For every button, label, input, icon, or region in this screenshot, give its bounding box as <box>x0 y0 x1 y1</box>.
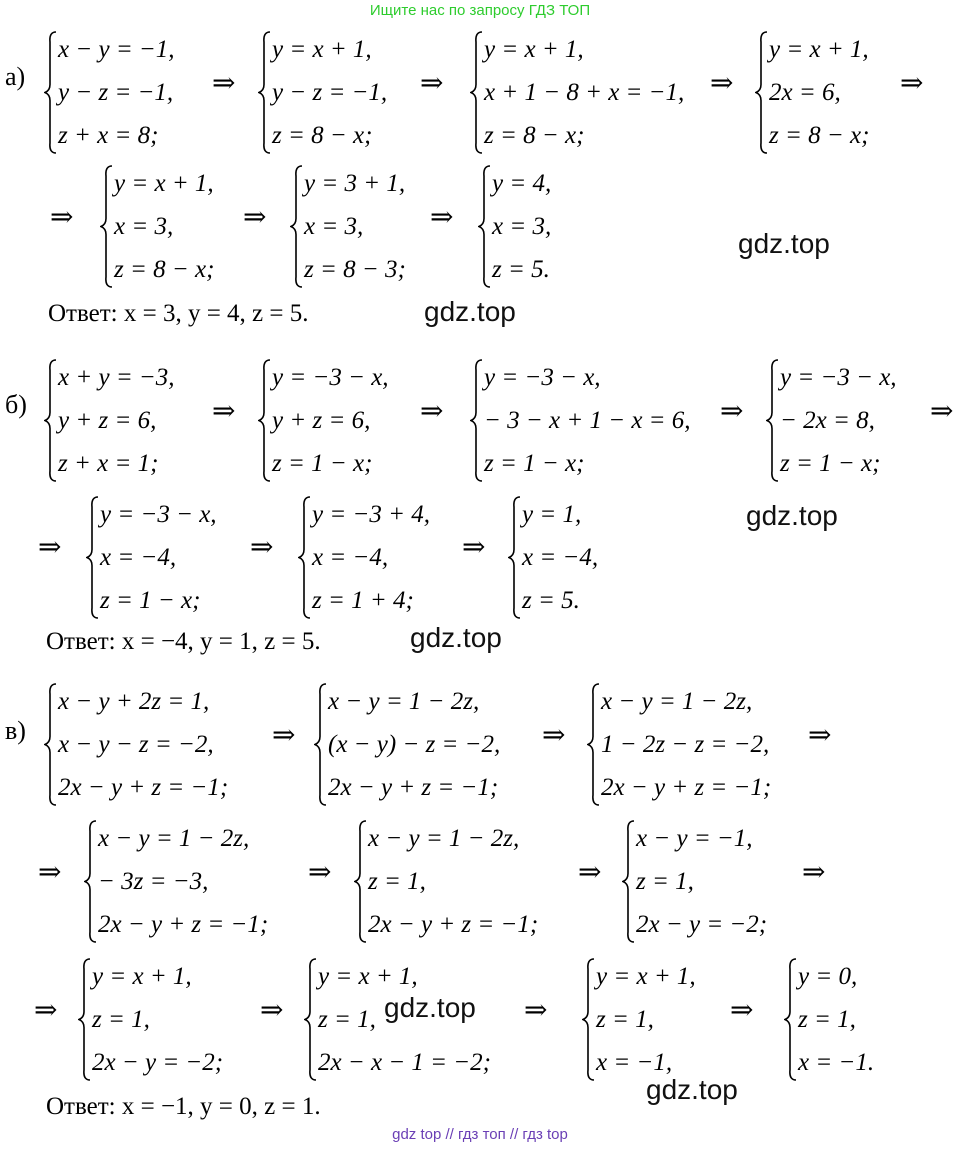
system-lines <box>484 28 684 157</box>
system-lines <box>58 28 175 157</box>
equation-line: x − y = 1 − 2z, <box>601 688 753 715</box>
equation-line: x − y = 1 − 2z, <box>98 825 250 852</box>
system-lines <box>328 680 500 809</box>
system-lines <box>596 955 696 1084</box>
implies-arrow: ⇒ <box>34 995 58 1026</box>
system-lines <box>312 493 430 622</box>
equation-line: 2x − y = −2; <box>92 1049 224 1076</box>
answer-line: Ответ: x = 3, y = 4, z = 5. <box>48 300 309 327</box>
equation-line: z = 1 − x; <box>780 450 881 477</box>
left-brace <box>314 680 328 809</box>
watermark: gdz.top <box>384 992 476 1023</box>
top-banner: Ищите нас по запросу ГДЗ ТОП <box>369 2 591 19</box>
equation-line: z = 1, <box>596 1006 654 1033</box>
left-brace <box>44 28 58 157</box>
equation-line: x = 3, <box>304 213 364 240</box>
left-brace <box>354 817 368 946</box>
system-lines <box>798 955 874 1084</box>
equation-line: 2x − y + z = −1; <box>368 911 539 938</box>
left-brace <box>508 493 522 622</box>
equation-line: y = −3 + 4, <box>312 501 430 528</box>
equation-line: 2x − y + z = −1; <box>601 774 772 801</box>
left-brace <box>258 28 272 157</box>
implies-arrow: ⇒ <box>710 68 734 99</box>
system-lines <box>98 817 268 946</box>
equation-line: y = x + 1, <box>272 36 372 63</box>
system-lines <box>114 162 214 291</box>
left-brace <box>755 28 769 157</box>
watermark: gdz.top <box>738 228 830 259</box>
implies-arrow: ⇒ <box>900 68 924 99</box>
system-lines <box>368 817 538 946</box>
system-lines <box>780 356 897 485</box>
equation-line: 2x − y + z = −1; <box>58 774 229 801</box>
implies-arrow: ⇒ <box>430 202 454 233</box>
equation-line: (x − y) − z = −2, <box>328 731 501 758</box>
equation-line: x = −1. <box>798 1049 875 1076</box>
implies-arrow: ⇒ <box>462 532 486 563</box>
equation-line: z = 8 − 3; <box>304 256 406 283</box>
implies-arrow: ⇒ <box>212 68 236 99</box>
equation-line: y = 3 + 1, <box>304 170 406 197</box>
implies-arrow: ⇒ <box>38 532 62 563</box>
equation-line: y = 0, <box>798 963 858 990</box>
equation-line: x − y = −1, <box>58 36 175 63</box>
equation-line: z = 5. <box>492 256 550 283</box>
equation-line: z = 1 + 4; <box>312 587 414 614</box>
left-brace <box>478 162 492 291</box>
left-brace <box>78 955 92 1084</box>
equation-line: y = x + 1, <box>484 36 584 63</box>
equation-line: x + y = −3, <box>58 364 175 391</box>
equation-line: x = 3, <box>492 213 552 240</box>
answer-line: Ответ: x = −1, y = 0, z = 1. <box>46 1093 321 1120</box>
left-brace <box>258 356 272 485</box>
part-label: а) <box>5 62 26 91</box>
implies-arrow: ⇒ <box>243 202 267 233</box>
implies-arrow: ⇒ <box>808 720 832 751</box>
left-brace <box>470 28 484 157</box>
equation-line: y = −3 − x, <box>100 501 217 528</box>
implies-arrow: ⇒ <box>524 995 548 1026</box>
equation-line: − 3 − x + 1 − x = 6, <box>484 407 691 434</box>
equation-line: x − y = −1, <box>636 825 753 852</box>
implies-arrow: ⇒ <box>930 396 954 427</box>
implies-arrow: ⇒ <box>578 857 602 888</box>
implies-arrow: ⇒ <box>50 202 74 233</box>
left-brace <box>84 817 98 946</box>
equation-line: z = 1, <box>636 868 694 895</box>
equation-line: y + z = 6, <box>58 407 157 434</box>
equation-line: x − y = 1 − 2z, <box>368 825 520 852</box>
equation-line: z = 5. <box>522 587 580 614</box>
implies-arrow: ⇒ <box>212 396 236 427</box>
equation-line: z = 8 − x; <box>114 256 215 283</box>
equation-line: − 2x = 8, <box>780 407 875 434</box>
implies-arrow: ⇒ <box>720 396 744 427</box>
system-lines <box>100 493 217 622</box>
implies-arrow: ⇒ <box>308 857 332 888</box>
system-lines <box>522 493 598 622</box>
equation-line: z = 1 − x; <box>272 450 373 477</box>
system-lines <box>304 162 406 291</box>
left-brace <box>582 955 596 1084</box>
system-lines <box>601 680 771 809</box>
left-brace <box>622 817 636 946</box>
equation-line: y = x + 1, <box>318 963 418 990</box>
equation-line: z = 1, <box>92 1006 150 1033</box>
equation-line: y − z = −1, <box>58 79 174 106</box>
equation-line: 2x − y = −2; <box>636 911 768 938</box>
equation-line: − 3z = −3, <box>98 868 209 895</box>
equation-line: 2x − y + z = −1; <box>98 911 269 938</box>
equation-line: z = 1, <box>318 1006 376 1033</box>
implies-arrow: ⇒ <box>542 720 566 751</box>
watermark: gdz.top <box>410 622 502 653</box>
equation-line: y = x + 1, <box>596 963 696 990</box>
system-lines <box>58 356 175 485</box>
left-brace <box>470 356 484 485</box>
equation-line: y = x + 1, <box>114 170 214 197</box>
system-lines <box>272 356 389 485</box>
equation-line: 2x − y + z = −1; <box>328 774 499 801</box>
equation-line: y = −3 − x, <box>780 364 897 391</box>
system-lines <box>636 817 767 946</box>
left-brace <box>44 356 58 485</box>
system-lines <box>92 955 223 1084</box>
left-brace <box>587 680 601 809</box>
equation-line: z = 8 − x; <box>769 122 870 149</box>
implies-arrow: ⇒ <box>38 857 62 888</box>
equation-line: y = 4, <box>492 170 552 197</box>
implies-arrow: ⇒ <box>802 857 826 888</box>
equation-line: z + x = 1; <box>58 450 159 477</box>
left-brace <box>766 356 780 485</box>
equation-line: x = 3, <box>114 213 174 240</box>
equation-line: y = −3 − x, <box>272 364 389 391</box>
equation-line: z = 1, <box>368 868 426 895</box>
bottom-banner: gdz top // гдз топ // гдз top <box>392 1126 568 1143</box>
watermark: gdz.top <box>746 500 838 531</box>
implies-arrow: ⇒ <box>250 532 274 563</box>
part-label: б) <box>5 390 27 419</box>
equation-line: 2x = 6, <box>769 79 841 106</box>
watermark: gdz.top <box>646 1074 738 1105</box>
equation-line: y = −3 − x, <box>484 364 601 391</box>
equation-line: y + z = 6, <box>272 407 371 434</box>
equation-line: x = −4, <box>522 544 599 571</box>
left-brace <box>44 680 58 809</box>
equation-line: x = −4, <box>100 544 177 571</box>
left-brace <box>304 955 318 1084</box>
answer-line: Ответ: x = −4, y = 1, z = 5. <box>46 628 321 655</box>
equation-line: z = 8 − x; <box>272 122 373 149</box>
equation-line: 2x − x − 1 = −2; <box>318 1049 491 1076</box>
implies-arrow: ⇒ <box>272 720 296 751</box>
system-lines <box>492 162 551 291</box>
equation-line: y − z = −1, <box>272 79 388 106</box>
implies-arrow: ⇒ <box>730 995 754 1026</box>
implies-arrow: ⇒ <box>420 396 444 427</box>
equation-line: z = 1 − x; <box>100 587 201 614</box>
equation-line: y = 1, <box>522 501 582 528</box>
equation-line: 1 − 2z − z = −2, <box>601 731 770 758</box>
equation-line: z = 1, <box>798 1006 856 1033</box>
equation-line: x + 1 − 8 + x = −1, <box>484 79 685 106</box>
implies-arrow: ⇒ <box>420 68 444 99</box>
system-lines <box>272 28 387 157</box>
left-brace <box>86 493 100 622</box>
implies-arrow: ⇒ <box>260 995 284 1026</box>
system-lines <box>769 28 869 157</box>
left-brace <box>784 955 798 1084</box>
watermark: gdz.top <box>424 296 516 327</box>
equation-line: x − y − z = −2, <box>58 731 214 758</box>
equation-line: z + x = 8; <box>58 122 159 149</box>
equation-line: z = 8 − x; <box>484 122 585 149</box>
equation-line: x = −4, <box>312 544 389 571</box>
equation-line: x = −1, <box>596 1049 673 1076</box>
equation-line: z = 1 − x; <box>484 450 585 477</box>
system-lines <box>58 680 228 809</box>
left-brace <box>290 162 304 291</box>
equation-line: y = x + 1, <box>92 963 192 990</box>
left-brace <box>298 493 312 622</box>
equation-line: x − y = 1 − 2z, <box>328 688 480 715</box>
left-brace <box>100 162 114 291</box>
part-label: в) <box>5 716 26 745</box>
equation-line: y = x + 1, <box>769 36 869 63</box>
system-lines <box>484 356 691 485</box>
equation-line: x − y + 2z = 1, <box>58 688 210 715</box>
